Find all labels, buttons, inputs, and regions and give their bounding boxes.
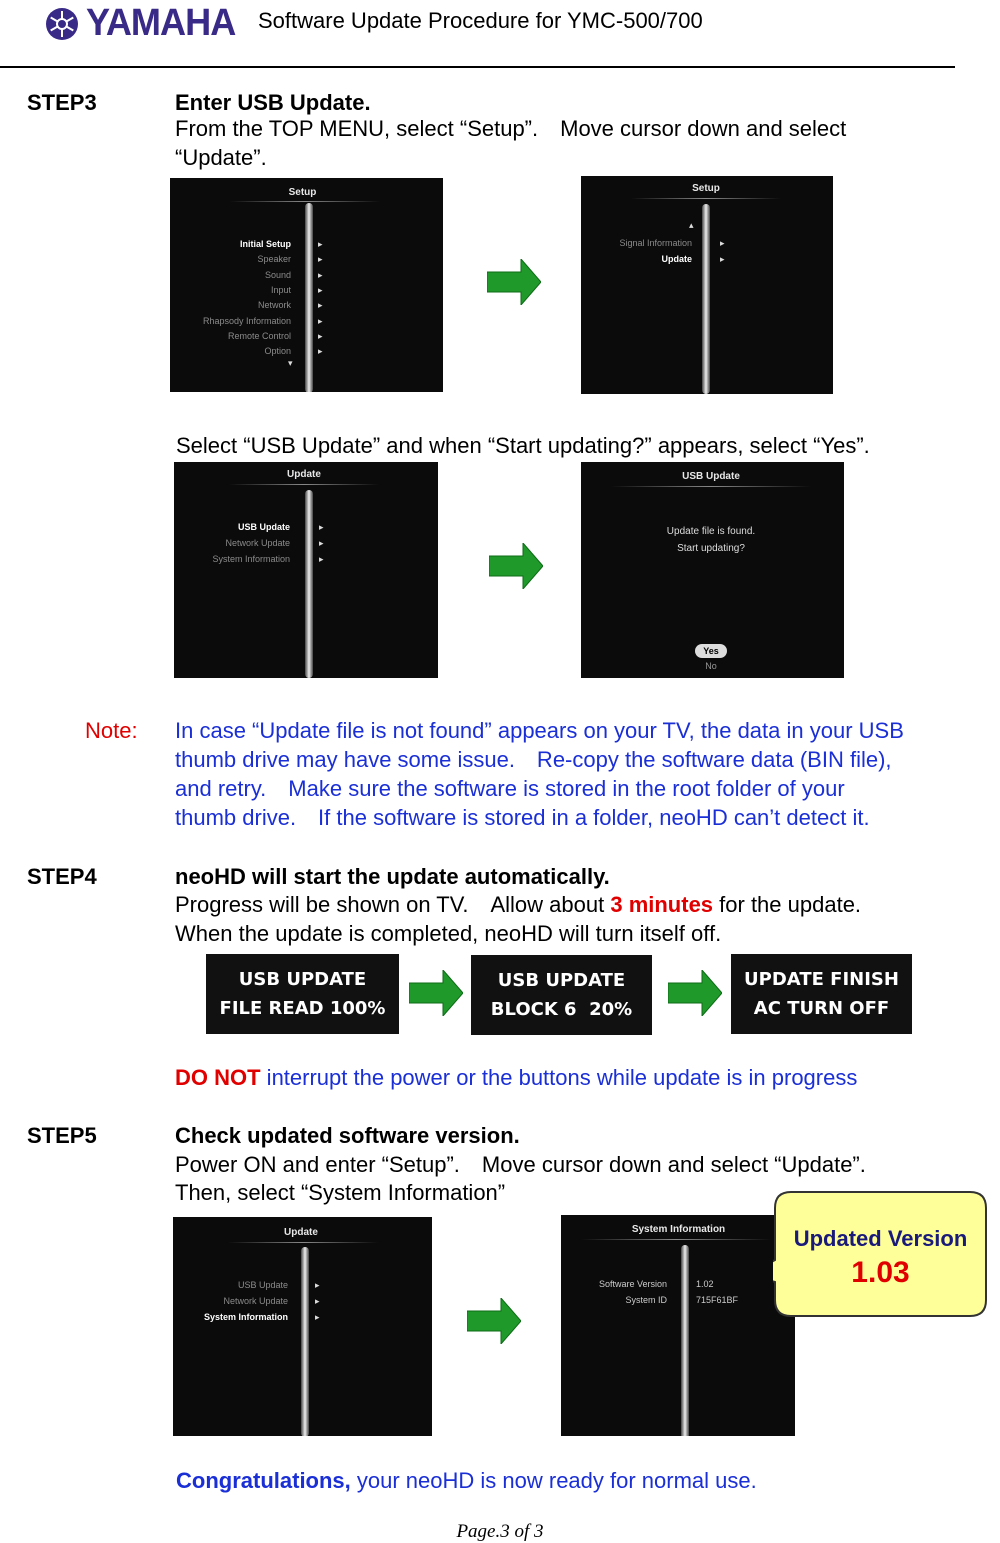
screen-message: Start updating? [677, 543, 745, 554]
menu-item: System Information [212, 554, 290, 564]
header-rule [0, 66, 955, 68]
screenshot-setup-update [581, 176, 833, 394]
no-option: No [705, 661, 717, 671]
screen-title: Setup [288, 187, 317, 198]
screenshot-usb-update-confirm [581, 462, 844, 678]
yes-option: Yes [695, 644, 727, 658]
step3-instruction-3: Select “USB Update” and when “Start updating?” appears, select “Yes”. [176, 433, 870, 458]
callout-version-value: 1.03 [851, 1256, 910, 1289]
note-line-2: thumb drive may have some issue. Re-copy the software data (BIN file), [175, 747, 892, 772]
menu-item: Remote Control [227, 331, 291, 341]
screenshot-update-system-info [173, 1217, 432, 1436]
chevron-right-icon: ▸ [318, 300, 323, 310]
chevron-right-icon: ▸ [318, 254, 323, 264]
menu-item: Rhapsody Information [202, 316, 291, 326]
step5-instruction-2: Then, select “System Information” [175, 1180, 506, 1205]
screenshot-update-menu [174, 462, 438, 678]
warning-emphasis: DO NOT [175, 1065, 261, 1090]
lcd-display-file-read: USB UPDATE FILE READ 100% [206, 954, 399, 1034]
menu-item: USB Update [237, 1280, 288, 1290]
chevron-right-icon: ▸ [318, 270, 323, 280]
chevron-right-icon: ▸ [318, 331, 323, 341]
screenshot-system-information [561, 1215, 795, 1436]
menu-item: Network Update [225, 538, 290, 548]
screenshot-setup-menu [170, 178, 443, 392]
step4-progress-line: Progress will be shown on TV. Allow about 3 minutes for the update. [175, 892, 862, 917]
screen-title: Update [284, 1227, 318, 1238]
note-line-3: and retry. Make sure the software is stored in the root folder of your [175, 776, 845, 801]
chevron-right-icon: ▸ [319, 554, 324, 564]
chevron-right-icon: ▸ [720, 254, 725, 264]
right-arrow-icon [487, 259, 541, 305]
info-key: Software Version [598, 1279, 667, 1289]
menu-item: Initial Setup [239, 239, 291, 249]
step3-instruction-1: From the TOP MENU, select “Setup”. Move cursor down and select [175, 116, 847, 141]
menu-item: Network Update [223, 1296, 288, 1306]
page-number: Page.3 of 3 [456, 1521, 544, 1542]
note-line-4: thumb drive. If the software is stored in a folder, neoHD can’t detect it. [175, 805, 870, 830]
step3-instruction-2: “Update”. [175, 145, 267, 170]
screen-title: Update [287, 469, 321, 480]
menu-item: USB Update [237, 522, 290, 532]
scroll-down-icon: ▾ [288, 358, 293, 368]
right-arrow-icon [409, 970, 463, 1016]
system-id-value: 715F61BF [696, 1295, 739, 1305]
lcd-display-block-progress: USB UPDATE BLOCK 6 20% [471, 955, 652, 1035]
right-arrow-icon [489, 543, 543, 589]
right-arrow-icon [668, 970, 722, 1016]
chevron-right-icon: ▸ [315, 1280, 320, 1290]
document-title: Software Update Procedure for YMC-500/700 [258, 8, 703, 33]
screen-title: Setup [692, 183, 720, 194]
step5-heading: Check updated software version. [175, 1123, 520, 1148]
info-key: System ID [625, 1295, 667, 1305]
software-version-value: 1.02 [696, 1279, 714, 1289]
menu-item: Option [264, 346, 291, 356]
step4-completion-line: When the update is completed, neoHD will turn itself off. [175, 921, 722, 946]
chevron-right-icon: ▸ [319, 522, 324, 532]
step3-label: STEP3 [27, 90, 97, 115]
chevron-right-icon: ▸ [318, 316, 323, 326]
screen-message: Update file is found. [666, 526, 756, 537]
chevron-right-icon: ▸ [318, 285, 323, 295]
note-label: Note: [85, 718, 138, 743]
screen-title: USB Update [682, 471, 740, 482]
yamaha-logo [44, 2, 243, 45]
chevron-right-icon: ▸ [319, 538, 324, 548]
chevron-right-icon: ▸ [318, 346, 323, 356]
brand-wordmark: YAMAHA [86, 2, 236, 44]
step5-label: STEP5 [27, 1123, 97, 1148]
lcd-display-update-finish: UPDATE FINISH AC TURN OFF [731, 954, 912, 1034]
callout-bubble [773, 1190, 988, 1318]
menu-item: Sound [264, 270, 291, 280]
chevron-right-icon: ▸ [318, 239, 323, 249]
step4-heading: neoHD will start the update automatically. [175, 864, 610, 889]
menu-item: Input [270, 285, 291, 295]
chevron-right-icon: ▸ [315, 1296, 320, 1306]
chevron-right-icon: ▸ [720, 238, 725, 248]
chevron-right-icon: ▸ [315, 1312, 320, 1322]
note-line-1: In case “Update file is not found” appears on your TV, the data in your USB [175, 718, 904, 743]
step3-heading: Enter USB Update. [175, 90, 371, 115]
warning-line: DO NOT interrupt the power or the buttons while update is in progress [175, 1065, 858, 1090]
closing-line: Congratulations, your neoHD is now ready for normal use. [176, 1468, 757, 1493]
menu-item: Speaker [257, 254, 291, 264]
callout-title: Updated Version [793, 1226, 968, 1251]
menu-item: Network [257, 300, 291, 310]
tuning-fork-emblem-icon [44, 6, 80, 42]
screen-title: System Information [631, 1224, 726, 1235]
step4-label: STEP4 [27, 864, 97, 889]
right-arrow-icon [467, 1298, 521, 1344]
step5-instruction-1: Power ON and enter “Setup”. Move cursor down and select “Update”. [175, 1152, 866, 1177]
scroll-up-icon: ▴ [689, 220, 694, 230]
duration-highlight: 3 minutes [610, 892, 714, 917]
menu-item: Signal Information [619, 238, 692, 248]
menu-item: Update [661, 254, 692, 264]
menu-item: System Information [203, 1312, 288, 1322]
